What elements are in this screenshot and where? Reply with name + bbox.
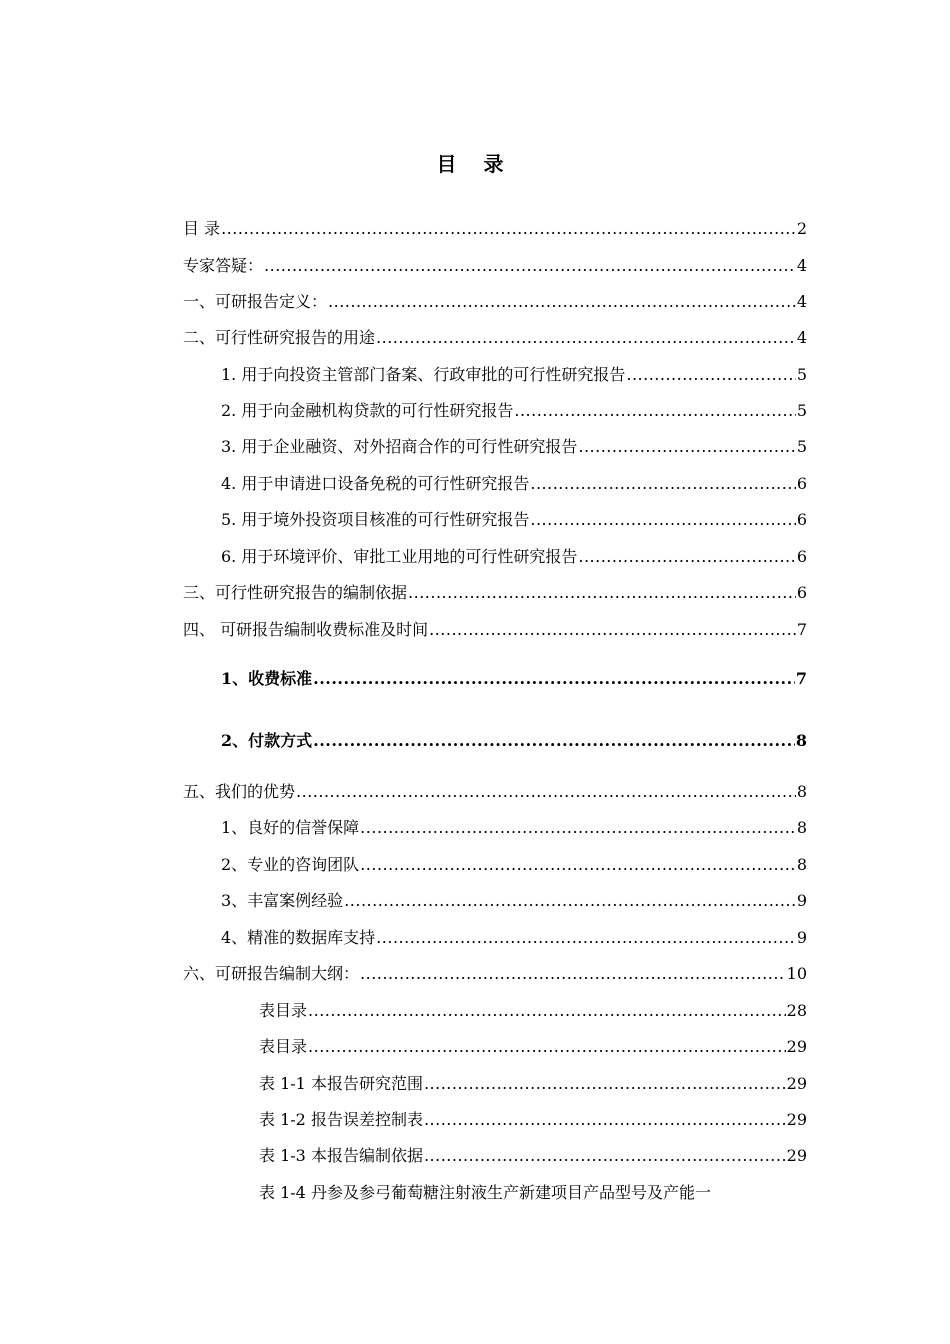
dot-leader [308,998,786,1024]
dot-leader [308,1034,786,1060]
dot-leader [424,1107,786,1133]
dot-leader [264,253,796,279]
toc-entry-label: 3、丰富案例经验 [221,891,344,910]
toc-entry-label: 2. 用于向金融机构贷款的可行性研究报告 [221,401,514,420]
toc-entry-page: 29 [786,1037,807,1056]
toc-entry[interactable] [259,1180,807,1206]
toc-entry[interactable] [183,779,807,805]
toc-entry[interactable] [221,728,807,754]
toc-entry-label: 表 1-2 报告误差控制表 [259,1110,423,1129]
toc-entry[interactable] [183,325,807,351]
dot-leader [578,544,795,570]
toc-entry-label: 表 1-1 本报告研究范围 [259,1074,423,1093]
dot-leader [376,325,796,351]
toc-entry-label: 三、可行性研究报告的编制依据 [183,583,408,602]
toc-entry[interactable] [259,1071,807,1097]
toc-entry[interactable] [183,289,807,315]
toc-entry-label: 二、可行性研究报告的用途 [183,328,376,347]
dot-leader [424,1143,786,1169]
dot-leader [313,666,795,692]
dot-leader [221,216,796,242]
toc-entry[interactable] [221,507,807,533]
toc-entry[interactable] [183,216,807,242]
dot-leader [360,815,796,841]
toc-entry-page: 29 [786,1146,807,1165]
toc-entry[interactable] [259,1034,807,1060]
toc-entry-label: 一、可研报告定义： [183,292,328,311]
toc-entry[interactable] [221,398,807,424]
toc-entry-label: 1、良好的信誉保障 [221,818,360,837]
toc-entry-page: 8 [796,855,807,874]
toc-entry-page: 4 [796,292,807,311]
toc-heading: 目 录 [436,152,514,176]
dot-leader [429,617,796,643]
toc-entry[interactable] [221,544,807,570]
toc-entry-page: 9 [796,928,807,947]
toc-entry-label: 1、收费标准 [221,669,313,688]
toc-entry-label: 表目录 [259,1037,308,1056]
toc-entry-label: 1. 用于向投资主管部门备案、行政审批的可行性研究报告 [221,365,626,384]
toc-entry-label: 2、专业的咨询团队 [221,855,360,874]
dot-leader [344,888,796,914]
toc-entry-label: 五、我们的优势 [183,782,296,801]
toc-entry[interactable] [221,815,807,841]
toc-entry-page: 8 [795,731,807,750]
dot-leader [313,728,795,754]
dot-leader [530,507,795,533]
toc-entry-page: 28 [786,1001,807,1020]
toc-entry-label: 专家答疑： [183,256,264,275]
dot-leader [626,362,795,388]
toc-entry-label: 4. 用于申请进口设备免税的可行性研究报告 [221,474,530,493]
toc-entry[interactable] [259,998,807,1024]
toc-entry-label: 5. 用于境外投资项目核准的可行性研究报告 [221,510,530,529]
toc-entry-label: 目 录 [183,219,221,238]
toc-entry-page: 4 [796,328,807,347]
toc-entry-page: 6 [796,547,807,566]
toc-entry[interactable] [259,1143,807,1169]
toc-entry-page: 10 [786,964,807,983]
toc-entry-page: 5 [796,365,807,384]
toc-entry-page: 9 [796,891,807,910]
toc-entry-page: 7 [795,669,807,688]
toc-entry-label: 4、精准的数据库支持 [221,928,376,947]
dot-leader [328,289,796,315]
toc-entry-page: 29 [786,1074,807,1093]
toc-entry-page: 5 [796,437,807,456]
toc-entry-page: 6 [796,510,807,529]
dot-leader [424,1071,786,1097]
toc-entry-page: 8 [796,782,807,801]
toc-entry[interactable] [183,580,807,606]
dot-leader [376,925,796,951]
dot-leader [360,961,786,987]
toc-entry[interactable] [221,888,807,914]
toc-entry[interactable] [221,471,807,497]
toc-entry[interactable] [221,434,807,460]
toc-entry-label: 3. 用于企业融资、对外招商合作的可行性研究报告 [221,437,578,456]
toc-entry[interactable] [221,925,807,951]
toc-entry[interactable] [221,852,807,878]
toc-entry-label: 六、可研报告编制大纲： [183,964,360,983]
toc-entry[interactable] [183,617,807,643]
toc-entry-label: 四、 可研报告编制收费标准及时间 [183,620,429,639]
dot-leader [296,779,796,805]
dot-leader [530,471,795,497]
toc-entry-page: 8 [796,818,807,837]
toc-entry[interactable] [221,666,807,692]
toc-entry-page: 7 [796,620,807,639]
dot-leader [408,580,796,606]
toc-entry-page: 6 [796,474,807,493]
toc-entry-label: 表 1-4 丹参及参弓葡萄糖注射液生产新建项目产品型号及产能一 [259,1183,711,1202]
dot-leader [514,398,795,424]
toc-entry-page: 4 [796,256,807,275]
toc-entry-page: 5 [796,401,807,420]
dot-leader [578,434,795,460]
toc-entry-page: 2 [796,219,807,238]
toc-entry-label: 表目录 [259,1001,308,1020]
toc-entry-label: 6. 用于环境评价、审批工业用地的可行性研究报告 [221,547,578,566]
toc-entry-page: 6 [796,583,807,602]
toc-entry[interactable] [259,1107,807,1133]
toc-entry-label: 表 1-3 本报告编制依据 [259,1146,423,1165]
toc-entry[interactable] [183,253,807,279]
toc-entry-label: 2、付款方式 [221,731,313,750]
toc-entry-page: 29 [786,1110,807,1129]
dot-leader [360,852,796,878]
toc-entry[interactable] [183,961,807,987]
toc-entry[interactable] [221,362,807,388]
